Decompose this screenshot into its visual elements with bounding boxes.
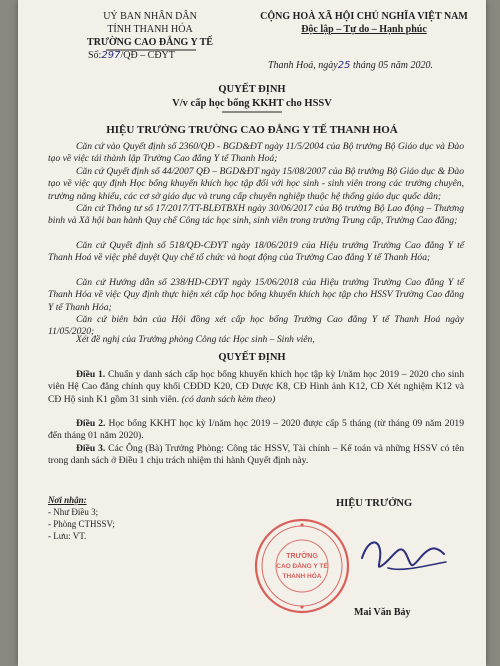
national-header (246, 10, 482, 36)
signer-title: HIỆU TRƯỞNG (336, 498, 413, 509)
date-handwritten-day: 25 (337, 60, 351, 71)
recipient-item: - Như Điều 3; (48, 507, 99, 517)
authority-title: HIỆU TRƯỞNG TRƯỜNG CAO ĐẲNG Y TẾ THANH HOÁ (106, 124, 398, 136)
subject-underline (222, 111, 282, 113)
decision-subject: V/v cấp học bổng KKHT cho HSSV (172, 98, 332, 109)
issuer-line-1: UỶ BAN NHÂN DÂN (103, 11, 197, 22)
decides-heading: QUYẾT ĐỊNH (218, 352, 286, 363)
preamble-paragraph: Căn cứ Quyết định số 44/2007 QĐ – BGD&ĐT ngày 15/08/2007 của Bộ trưởng Bộ Giáo dục & Đào tạo về việc quy định Học bổng khuyến khích học tập đối với học sinh - sinh viên trong các trường chuyên, trường năng khiếu, các cơ sở giáo dục và trung cấp chuyên nghiệp thuộc hệ thống giáo dục quốc dân; (48, 166, 464, 202)
signature-scribble-icon (348, 528, 458, 588)
nation-name: CỘNG HOÀ XÃ HỘI CHỦ NGHĨA VIỆT NAM (260, 11, 468, 22)
preamble-paragraph: Căn cứ Thông tư số 17/2017/TT-BLĐTBXH ngày 30/06/2017 của Bộ trưởng Bộ Lao động – Thương binh và Xã hội ban hành Quy chế Công tác học sinh, sinh viên trong trường Trung cấp, Trường Cao đẳng; (48, 203, 464, 227)
article-2 (48, 418, 464, 443)
svg-text:THANH HÓA: THANH HÓA (282, 573, 322, 580)
issuer-header (40, 10, 260, 62)
reference-suffix: /QĐ – CĐYT (120, 50, 175, 61)
issuer-name: TRƯỜNG CAO ĐẲNG Y TẾ (87, 37, 213, 48)
signer-name: Mai Văn Bảy (354, 607, 411, 618)
article-label: Điều 2. (76, 418, 106, 429)
preamble-paragraph: Căn cứ Hướng dẫn số 238/HD-CĐYT ngày 15/06/2018 của Hiệu trưởng Trường Cao đẳng Y tế Thanh Hóa về việc Quy định thực hiện xét cấp học bổng khuyến khích học tập cho HSSV Trường Cao đẳng Y tế Thanh Hóa; (48, 277, 464, 313)
recipient-item: - Lưu: VT. (48, 531, 87, 541)
svg-text:CAO ĐẲNG Y TẾ: CAO ĐẲNG Y TẾ (276, 563, 328, 570)
issuer-line-2: TỈNH THANH HÓA (107, 24, 193, 35)
article-label: Điều 1. (76, 369, 106, 380)
article-text: Các Ông (Bà) Trưởng Phòng: Công tác HSSV, Tài chính – Kế toán và những HSSV có tên trong danh sách ở Điều 1 chịu trách nhiệm thi hành Quyết định này. (48, 443, 465, 467)
preamble-paragraph: Căn cứ vào Quyết định số 2360/QĐ - BGD&ĐT ngày 11/5/2004 của Bộ trưởng Bộ Giáo dục và Đào tạo về việc tái thành lập Trường Cao đẳng Y tế Thanh Hoá; (48, 141, 464, 165)
preamble-paragraph: Căn cứ Quyết định số 518/QĐ-CĐYT ngày 18/06/2019 của Hiệu trưởng Trường Cao đẳng Y tế Thanh Hoá về việc phê duyệt Quy chế tổ chức và hoạt động của Trường Cao đẳng Y tế Thanh Hóa; (48, 240, 464, 264)
article-text: Chuẩn y danh sách cấp học bổng khuyến khích học tập kỳ I/năm học 2019 – 2020 cho sinh viên Hệ Cao đẳng chính quy khối CĐDD K20, CĐ Dược K8, CĐ Hình ảnh K12, CĐ Xét nghiệm K12 và CĐ Hộ sinh K1 gồm 31 sinh viên. (48, 369, 464, 405)
article-note: (có danh sách kèm theo) (179, 393, 276, 405)
recipients-block (48, 494, 115, 542)
issue-date (268, 60, 433, 71)
reference-handwritten-number: 297 (101, 50, 121, 61)
article-label: Điều 3. (76, 443, 106, 454)
article-1 (48, 369, 464, 406)
nation-motto: Độc lập – Tự do – Hạnh phúc (301, 24, 427, 35)
svg-text:TRƯỜNG: TRƯỜNG (286, 553, 318, 560)
preamble-paragraph: Xét đề nghị của Trưởng phòng Công tác Học sinh – Sinh viên, (76, 334, 315, 345)
official-seal-icon (254, 518, 350, 614)
reference-prefix: Số: (88, 50, 102, 61)
article-3 (48, 443, 464, 468)
preamble-paragraph: Căn cứ biên bản của Hội đồng xét cấp học bổng Trường Cao đẳng Y tế Thanh Hoá ngày 11/05/2020; (48, 314, 464, 338)
recipient-item: - Phòng CTHSSV; (48, 519, 115, 529)
recipients-heading: Nơi nhận: (48, 495, 87, 505)
decision-title: QUYẾT ĐỊNH (218, 84, 286, 95)
decision-document (18, 0, 486, 666)
date-suffix: tháng 05 năm 2020. (352, 60, 433, 71)
date-prefix: Thanh Hoá, ngày (268, 60, 338, 71)
article-text: Học bổng KKHT học kỳ I/năm học 2019 – 2020 được cấp 5 tháng (từ tháng 09 năm 2019 đến tháng 01 năm 2020). (48, 418, 464, 442)
issuer-underline (106, 49, 196, 51)
